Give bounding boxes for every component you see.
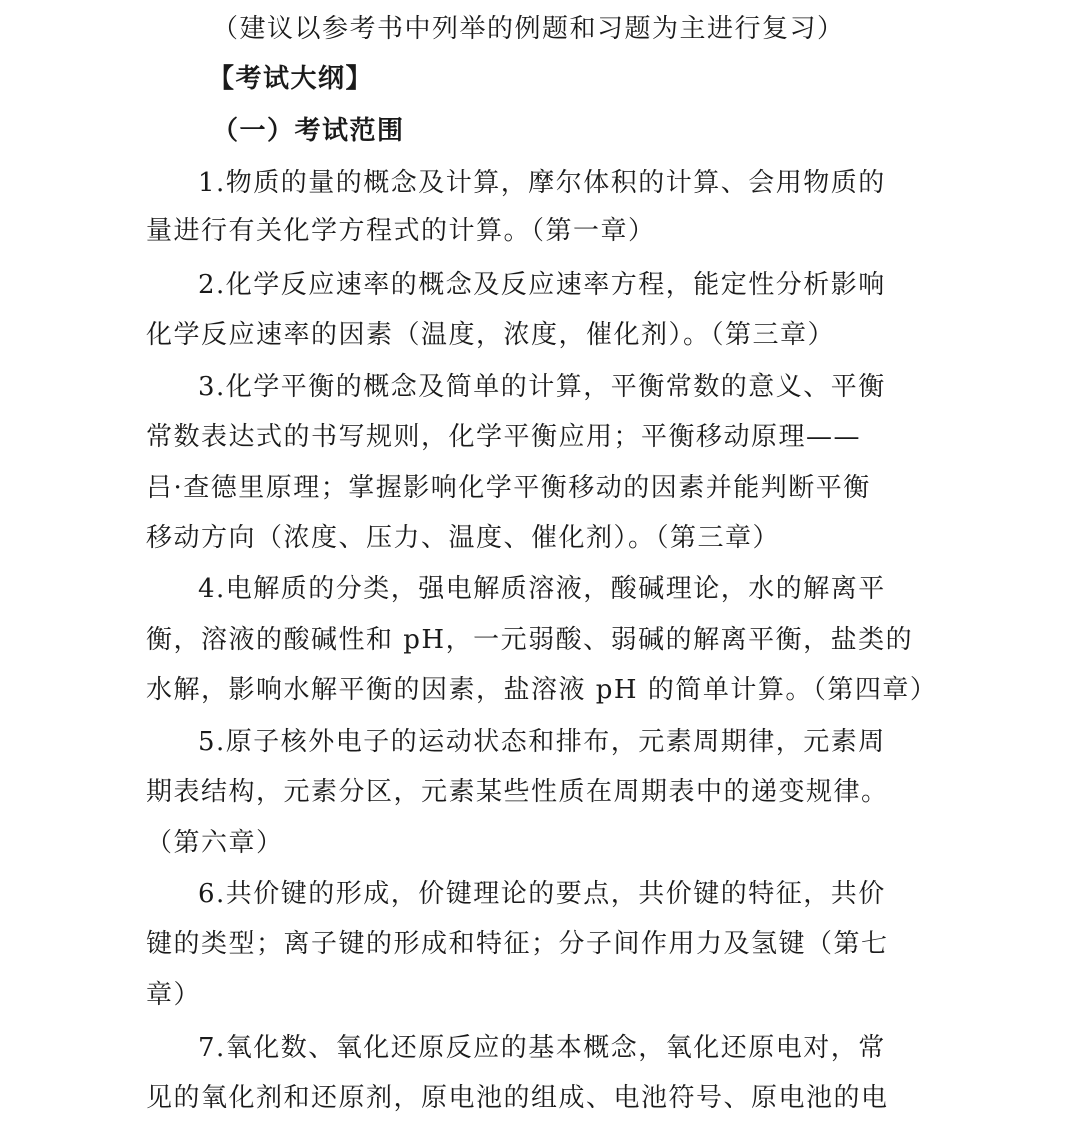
outline-heading: 【考试大纲】 [208,64,374,94]
section-heading: （一）考试范围 [212,116,405,146]
paragraph-line: 移动方向（浓度、压力、温度、催化剂）。（第三章） [146,523,781,553]
paragraph-line: 5.原子核外电子的运动状态和排布，元素周期律，元素周 [198,727,886,757]
paragraph-line: 2.化学反应速率的概念及反应速率方程，能定性分析影响 [198,270,886,300]
paragraph-line: 6.共价键的形成，价键理论的要点，共价键的特征，共价 [198,879,886,909]
paragraph-line: 量进行有关化学方程式的计算。（第一章） [146,216,656,246]
paragraph-line: 4.电解质的分类，强电解质溶液，酸碱理论，水的解离平 [198,574,886,604]
paragraph-line: 期表结构，元素分区，元素某些性质在周期表中的递变规律。 [146,777,889,807]
paragraph-line: 3.化学平衡的概念及简单的计算，平衡常数的意义、平衡 [198,372,886,402]
paragraph-line: 吕·查德里原理；掌握影响化学平衡移动的因素并能判断平衡 [146,473,871,503]
review-note: （建议以参考书中列举的例题和习题为主进行复习） [212,14,845,44]
paragraph-line: 衡，溶液的酸碱性和 pH，一元弱酸、弱碱的解离平衡，盐类的 [146,625,914,655]
paragraph-line: 7.氧化数、氧化还原反应的基本概念，氧化还原电对，常 [198,1033,886,1063]
paragraph-line: 章） [146,980,202,1010]
paragraph-line: 见的氧化剂和还原剂，原电池的组成、电池符号、原电池的电 [146,1083,889,1113]
paragraph-line: 水解，影响水解平衡的因素，盐溶液 pH 的简单计算。（第四章） [146,675,938,705]
paragraph-line: 常数表达式的书写规则，化学平衡应用；平衡移动原理—— [146,422,862,452]
paragraph-line: 1.物质的量的概念及计算，摩尔体积的计算、会用物质的 [198,168,886,198]
paragraph-line: 化学反应速率的因素（温度，浓度，催化剂）。（第三章） [146,320,836,350]
paragraph-line: （第六章） [146,828,284,858]
paragraph-line: 键的类型；离子键的形成和特征；分子间作用力及氢键（第七 [146,929,889,959]
